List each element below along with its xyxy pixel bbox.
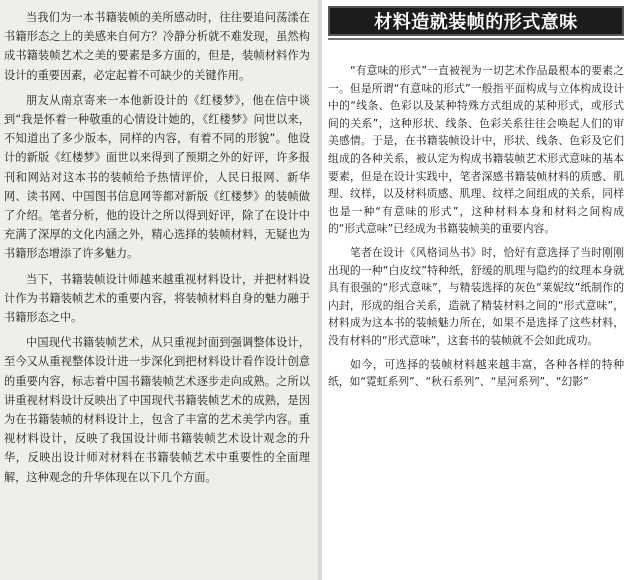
right-paragraph-3: 如今，可选择的装帧材料越来越丰富，各种各样的特种纸，如“霓虹系列”、“秋石系列”、“星河系列”、“幻影” [328, 357, 624, 389]
left-paragraph-2: 朋友从南京寄来一本他新设计的《红楼梦》，他在信中谈到“我是怀着一种敬重的心情设计她的，《红楼梦》问世以来，不知道出了多少版本，同样的内容，有着不同的形貌”。他设计的新版《红楼梦》面世以来得到了预期之外的好评，许多报刊和网站对这本书的装帧给予热情评价，人民日报网、新华网、读书网、中国图书信息网等都对新版《红楼梦》的装帧做了介绍。笔者分析，他的设计之所以得到好评，除了在设计中充满了深厚的文化内涵之外，精心选择的装帧材料，无疑也为书籍形态增添了许多魅力。 [4, 93, 310, 261]
right-paragraph-2: 笔者在设计《风格词丛书》时，恰好有意选择了当时刚刚出现的一种“白皮纹”特种纸，舒缓的肌理与隐约的纹理本身就具有很强的“形式意味”，与精装选择的灰色“莱妮纹”纸制作的内封，形成的组合关系，造就了精装材料之间的“形式意味”，材料成为这本书的装帧魅力所在，如果不是选择了这些材料，没有材料的“形式意味”，这套书的装帧就不会如此成功。 [328, 245, 624, 347]
right-paragraph-1: “有意味的形式”一直被视为一切艺术作品最根本的要素之一。但是所谓“有意味的形式”一般指平面构成与立体构成设计中的“线条、色彩以及某种特殊方式组成的某种形式，或形式间的关系”，这种形状、线条、色彩关系往往会唤起人们的审美感情。于是，在书籍装帧设计中，形状、线条、色彩及它们组成的各种关系，被认定为构成书籍装帧艺术形式意味的基本要素，但是在设计实践中，笔者深感书籍装帧材料的质感、肌理、纹样，以及材料质感、肌理、纹样之间组成的关系，同样也是一种“有意味的形式”，这种材料本身和材料之间构成的“形式意味”已经成为书籍装帧美的重要内容。 [328, 64, 624, 236]
left-paragraph-1: 当我们为一本书籍装帧的美所感动时，往往要追问荡漾在书籍形态之上的美感来自何方？冷静分析就不难发现，虽然构成书籍装帧艺术之美的要素是多方面的，但是，装帧材料作为设计的重要因素，必定起着不可缺少的关键作用。 [4, 11, 310, 82]
left-paragraph-4: 中国现代书籍装帧艺术，从只重视封面到强调整体设计，至今又从重视整体设计进一步深化到把材料设计看作设计创意的重要内容，标志着中国书籍装帧艺术逐步走向成熟。之所以讲重视材料设计反映出了中国现代书籍装帧艺术的成熟，是因为在书籍装帧的材料设计上，包含了丰富的艺术美学内容。重视材料设计，反映了我国设计师书籍装帧艺术设计观念的升华，反映出设计师对材料在书籍装帧艺术中重要性的全面理解，这种观念的升华体现在以下几个方面。 [4, 336, 310, 484]
right-column [322, 0, 630, 580]
left-paragraph-3: 当下，书籍装帧设计师越来越重视材料设计，并把材料设计作为书籍装帧艺术的重要内容，将装帧材料自身的魅力融于书籍形态之中。 [4, 272, 310, 325]
section-title: 材料造就装帧的形式意味 [328, 6, 624, 36]
